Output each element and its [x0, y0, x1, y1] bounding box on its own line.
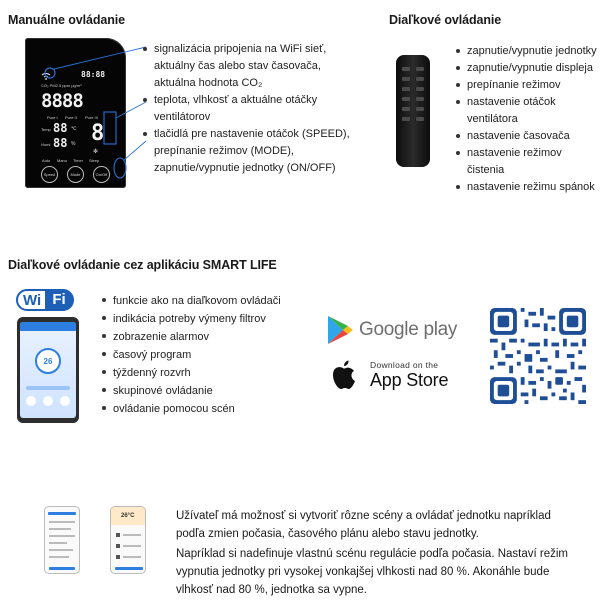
paragraph-line: vypnutia jednotky pri vysokej vonkajšej vlhkosti nad 80 %. Akonáhle bude: [176, 566, 550, 578]
list-item: aktuálna hodnota CO₂: [154, 77, 263, 89]
list-item: tlačidlá pre nastavenie otáčok (SPEED),: [143, 126, 350, 143]
scene-paragraph-2: [176, 545, 588, 599]
app-store-badge[interactable]: [330, 356, 470, 394]
scene-paragraph-1: [176, 507, 588, 543]
list-item: nastavenie otáčok ventilátora: [456, 94, 600, 128]
panel-mode-button[interactable]: Mode: [67, 166, 84, 183]
list-item: indikácia potreby výmeny filtrov: [102, 310, 281, 328]
remote-feature-list: [456, 43, 600, 196]
list-item: ventilátorov: [154, 111, 211, 123]
panel-temp-unit: ℃: [71, 126, 77, 132]
google-play-badge[interactable]: [326, 313, 476, 347]
panel-mode-timer: Timer: [73, 158, 84, 163]
list-item: zapnutie/vypnutie jednotky (ON/OFF): [154, 162, 336, 174]
manual-feature-list: [143, 41, 350, 177]
remote-heading: Diaľkové ovládanie: [389, 13, 502, 27]
list-item: zobrazenie alarmov: [102, 328, 281, 346]
panel-onoff-button[interactable]: On/Off: [93, 166, 110, 183]
list-item: zapnutie/vypnutie jednotky: [456, 43, 600, 60]
paragraph-line: Užívateľ má možnosť si vytvoriť rôzne scény a ovládať jednotku napríklad: [176, 510, 551, 522]
panel-speed-button[interactable]: Speed: [41, 166, 58, 183]
list-item: nastavenie časovača: [456, 128, 600, 145]
panel-big-digits: 8888: [41, 90, 83, 112]
app-store-top-label: Download on the: [370, 360, 439, 370]
list-item: signalizácia pripojenia na WiFi sieť,: [143, 41, 350, 58]
app-heading: Diaľkové ovládanie cez aplikáciu SMART LIFE: [8, 258, 277, 272]
wifi-logo-left: Wi: [23, 292, 42, 309]
panel-filter-3: Pure III: [85, 115, 98, 120]
fan-icon: ✻: [93, 149, 99, 155]
list-item: nastavenie režimov čistenia: [456, 145, 600, 179]
wifi-logo: [16, 289, 74, 311]
smartphone-image: [17, 317, 79, 423]
list-item: prepínanie režimov: [456, 77, 600, 94]
panel-temp-label: Temp: [41, 127, 51, 132]
list-item: zapnutie/vypnutie displeja: [456, 60, 600, 77]
list-item: ovládanie pomocou scén: [102, 400, 281, 418]
panel-humi-value: 88: [53, 136, 68, 150]
scene-screen-temp: 26°C: [121, 513, 135, 519]
remote-control-image: [396, 55, 430, 167]
list-item: prepínanie režimov (MODE),: [154, 145, 294, 157]
panel-mode-auto: Auto: [42, 158, 51, 163]
panel-clock: 88:88: [81, 70, 106, 79]
apple-icon: [330, 360, 356, 390]
list-item: funkcie ako na diaľkovom ovládači: [102, 292, 281, 310]
panel-humi-label: Humi: [41, 142, 51, 147]
list-item: časový program: [102, 346, 281, 364]
app-feature-list: [102, 292, 281, 418]
paragraph-line: Napríklad si nadefinuje vlastnú scénu regulácie podľa počasia. Nastaví režim: [176, 548, 569, 560]
scene-screen-2: [110, 506, 146, 574]
google-play-label: Google play: [359, 319, 458, 340]
paragraph-line: podľa zmien počasia, časového plánu alebo stavu jednotky.: [176, 528, 479, 540]
panel-fan-digit: 8: [91, 121, 105, 146]
wifi-logo-right: Fi: [45, 289, 73, 311]
qr-code: [490, 308, 586, 404]
scene-screen-1: [44, 506, 80, 574]
panel-indicators: CO₂ PM2.5 ppm μg/m³: [41, 83, 82, 88]
panel-humi-unit: %: [71, 141, 76, 147]
panel-mode-sleep: Sleep: [89, 158, 100, 163]
app-store-label: App Store: [370, 370, 449, 390]
phone-dial-value: 26: [35, 348, 61, 374]
panel-filter-2: Pure II: [65, 115, 77, 120]
list-item: aktuálny čas alebo stav časovača,: [154, 60, 321, 72]
google-play-icon: [326, 315, 354, 345]
panel-temp-value: 88: [53, 121, 68, 135]
panel-filter-1: Pure I: [47, 115, 58, 120]
manual-heading: Manuálne ovládanie: [8, 13, 125, 27]
list-item: teplota, vlhkosť a aktuálne otáčky: [143, 92, 350, 109]
panel-mode-manu: Manu: [57, 158, 68, 163]
list-item: nastavenie režimu spánok: [456, 179, 600, 196]
paragraph-line: vlhkosť nad 80 %, jednotka sa vypne.: [176, 584, 367, 596]
list-item: týždenný rozvrh: [102, 364, 281, 382]
list-item: skupinové ovládanie: [102, 382, 281, 400]
